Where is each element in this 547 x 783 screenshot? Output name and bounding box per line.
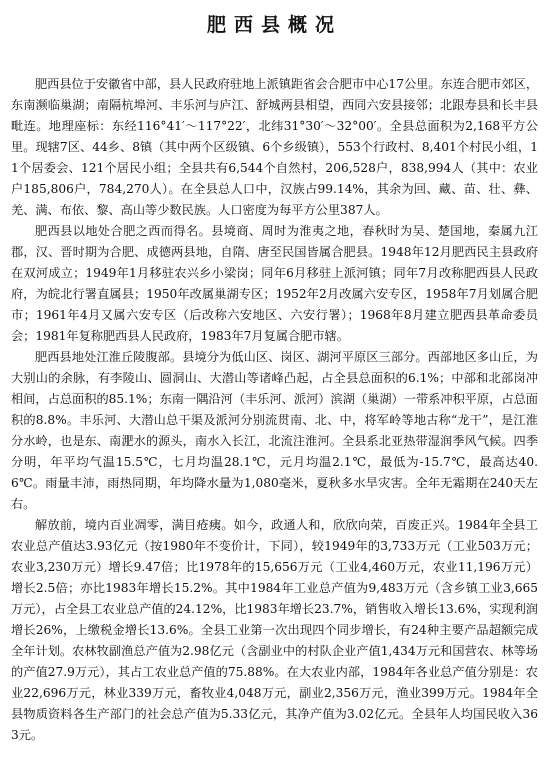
paragraph-location: 肥西县位于安徽省中部，县人民政府驻地上派镇距省会合肥市中心17公里。东连合肥市郊区，东南濒临巢湖；南隔杭埠河、丰乐河与庐江、舒城两县相望，西同六安县接邻；北跟寿县和长丰县毗连。地理座标：东经116°41′～117°22′，北纬31°30′～32°00′。全县总面积为2,168平方公里。现辖7区、44乡、8镇（其中两个区级镇、6个乡级镇），553个行政村、8,401个村民小组，11个居委会、121个居民小组；全县共有6,544个自然村，206,528户，838,994人（其中：农业户185,806户，784,270人）。在全县总人口中，汉族占99.14%，其余为回、藏、苗、壮、彝、羌、满、布依、黎、高山等少数民族。人口密度为每平方公里387人。: [11, 77, 539, 217]
paragraph-economy: 解放前，境内百业凋零，满目疮痍。如今，政通人和，欣欣向荣，百废正兴。1984年全县工农业总产值达3.93亿元（按1980年不变价计，下同），较1949年的3,733万元（工业503万元；农业3,230万元）增长9.47倍；比1978年的15,656万元（工业4,460万元，农业11,196万元）增长2.5倍；亦比1983年增长15.2%。其中1984年工业总产值为9,483万元（含乡镇工业3,665万元），占全县工农业总产值的24.12%，比1983年增长23.7%，销售收入增长13.6%，实现利润增长26%，上缴税金增长13.6%。全县工业第一次出现四个同步增长，有24种主要产品超额完成全年计划。农林牧副渔总产值为2.98亿元（含副业中的村队企业产值1,434万元和国营农、林等场的产值27.9万元），其占工农业总产值的75.88%。在大农业内部，1984年各业总产值分别是：农业22,696万元，林业339万元，畜牧业4,048万元，副业2,356万元，渔业399万元。1984年全县物质资料各生产部门的社会总产值为5.33亿元，其净产值为3.02亿元。全县年人均国民收入363元。: [11, 518, 538, 742]
paragraph-geography: 肥西县地处江淮丘陵腹部。县境分为低山区、岗区、湖河平原区三部分。西部地区多山丘，为大别山的余脉，有李陵山、圆洞山、大潜山等诸峰凸起，占全县总面积的6.1%；中部和北部岗冲相间，占总面积的85.1%；东南一隅沿河（丰乐河、派河）滨湖（巢湖）一带系冲积平原，占总面积的8.8%。丰乐河、大潜山总干渠及派河分别流贯南、北、中，将军岭等地古称“龙干”，是江淮分水岭，也是东、南淝水的源头，南水入长江，北流注淮河。全县系北亚热带湿润季风气候。四季分明，年平均气温15.5℃，七月均温28.1℃，元月均温2.1℃，最低为-15.7℃，最高达40.6℃。雨量丰沛，雨热同期，年均降水量为1,080毫米，夏秋多水旱灾害。全年无霜期在240天左右。: [11, 350, 538, 511]
page-title: 肥西县概况: [206, 14, 342, 36]
paragraph-history: 肥西县以地处合肥之西而得名。县境商、周时为淮夷之地，春秋时为吴、楚国地，秦属九江郡，汉、晋时期为合肥、成德两县地，自隋、唐至民国皆属合肥县。1948年12月肥西民主县政府在双河成立；1949年1月移驻农兴乡小梁岗；同年6月移驻上派河镇；同年7月改称肥西县人民政府，为皖北行署直属县；1950年改属巢湖专区；1952年2月改属六安专区，1958年7月划属合肥市；1961年4月又属六安专区（后改称六安地区、六安行署）；1968年8月建立肥西县革命委员会；1981年复称肥西县人民政府，1983年7月复属合肥市辖。: [11, 224, 538, 343]
